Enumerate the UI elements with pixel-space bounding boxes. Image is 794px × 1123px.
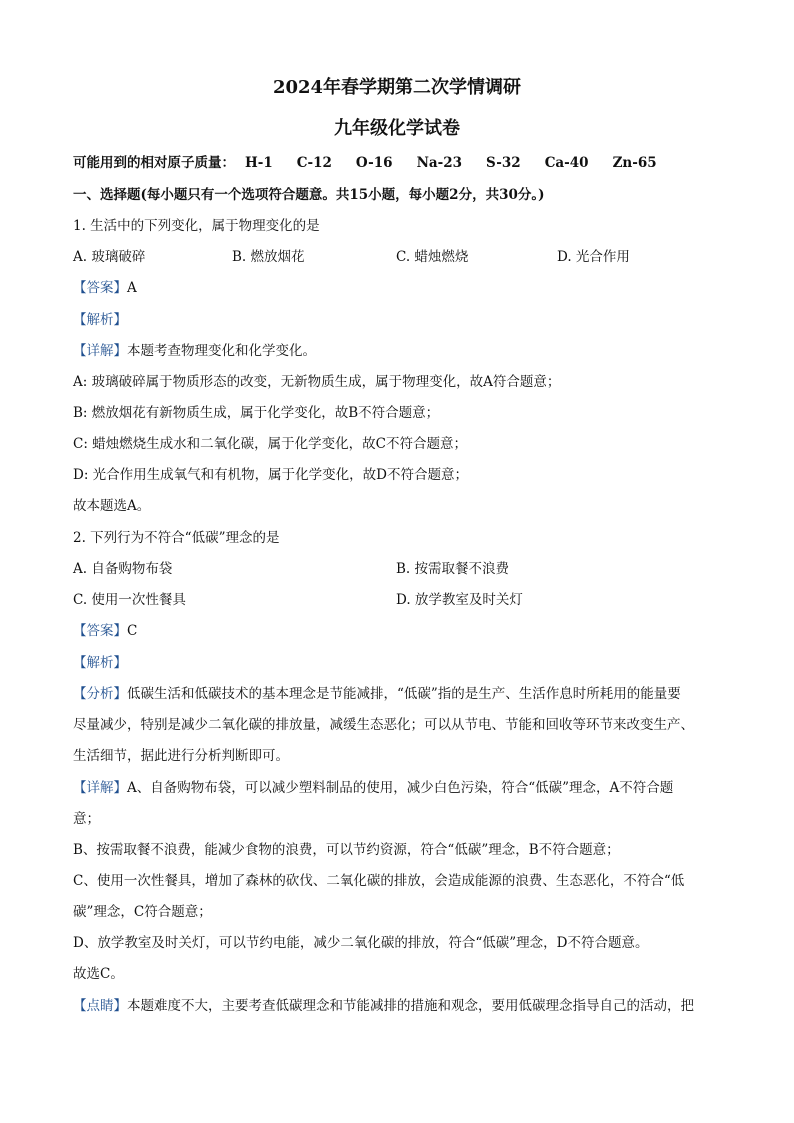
q1-option-b: B. 燃放烟花	[232, 249, 305, 265]
answer-value: A	[127, 280, 137, 296]
fenxi-text: 低碳生活和低碳技术的基本理念是节能减排，“低碳”指的是生产、生活作息时所耗用的能量要	[127, 686, 681, 702]
q2-option-a: A. 自备购物布袋	[73, 561, 173, 577]
q2-option-d: D. 放学教室及时关灯	[396, 592, 523, 608]
q2-detail-line-1	[73, 776, 673, 796]
q1-option-d: D. 光合作用	[557, 249, 630, 265]
question-2-stem: 2. 下列行为不符合“低碳”理念的是	[73, 530, 280, 546]
q1-detail-d: D: 光合作用生成氧气和有机物，属于化学变化，故D不符合题意；	[73, 467, 468, 483]
question-1-stem: 1. 生活中的下列变化，属于物理变化的是	[73, 218, 320, 234]
q1-analysis-tag: 【解析】	[73, 312, 127, 328]
mass-zn: Zn-65	[612, 155, 657, 171]
answer-tag: 【答案】	[73, 280, 127, 296]
q2-fenxi-line-1	[73, 682, 681, 702]
exam-title: 2024年春学期第二次学情调研	[272, 77, 522, 98]
fenxi-tag: 【分析】	[73, 686, 127, 702]
dianjing-text: 本题难度不大，主要考查低碳理念和节能减排的措施和观念，要用低碳理念指导自己的活动，把	[127, 998, 694, 1014]
q2-dianjing	[73, 994, 694, 1014]
q2-conclusion: 故选C。	[73, 966, 124, 982]
q1-detail-b: B: 燃放烟花有新物质生成，属于化学变化，故B不符合题意；	[73, 405, 440, 421]
q2-option-b: B. 按需取餐不浪费	[396, 561, 510, 577]
atomic-masses	[73, 151, 681, 171]
mass-ca: Ca-40	[544, 155, 589, 171]
q2-fenxi-line-2: 尽量减少，特别是减少二氧化碳的排放量，减缓生态恶化；可以从节电、节能和回收等环节来改变生产、	[73, 717, 694, 733]
q1-answer	[73, 276, 137, 296]
detail-tag: 【详解】	[73, 343, 127, 359]
mass-s: S-32	[486, 155, 521, 171]
mass-h: H-1	[245, 155, 273, 171]
q1-option-c: C. 蜡烛燃烧	[396, 249, 469, 265]
q2-detail-line-6: D、放学教室及时关灯，可以节约电能，减少二氧化碳的排放，符合“低碳”理念，D不符合题意。	[73, 935, 649, 951]
q2-detail-line-3: B、按需取餐不浪费，能减少食物的浪费，可以节约资源，符合“低碳”理念，B不符合题意；	[73, 842, 620, 858]
q1-option-a: A. 玻璃破碎	[73, 249, 146, 265]
q1-detail	[73, 339, 316, 359]
atomic-masses-label: 可能用到的相对原子质量：	[73, 155, 235, 171]
dianjing-tag: 【点睛】	[73, 998, 127, 1014]
detail-tag: 【详解】	[73, 780, 127, 796]
q2-option-c: C. 使用一次性餐具	[73, 592, 186, 608]
mass-na: Na-23	[416, 155, 463, 171]
mass-o: O-16	[355, 155, 393, 171]
q1-detail-a: A: 玻璃破碎属于物质形态的改变，无新物质生成，属于物理变化，故A符合题意；	[73, 374, 561, 390]
answer-value: C	[127, 623, 138, 639]
q1-detail-c: C: 蜡烛燃烧生成水和二氧化碳，属于化学变化，故C不符合题意；	[73, 436, 467, 452]
q2-fenxi-line-3: 生活细节，据此进行分析判断即可。	[73, 748, 289, 764]
detail-intro: 本题考查物理变化和化学变化。	[127, 343, 316, 359]
section-heading: 一、选择题(每小题只有一个选项符合题意。共15小题，每小题2分，共30分。)	[73, 187, 545, 203]
q1-conclusion: 故本题选A。	[73, 498, 151, 514]
q2-detail-line-5: 碳”理念，C符合题意；	[73, 904, 212, 920]
detail-text: A、自备购物布袋，可以减少塑料制品的使用，减少白色污染，符合“低碳”理念，A不符合题	[127, 780, 674, 796]
q2-detail-line-2: 意；	[73, 811, 100, 827]
exam-subtitle: 九年级化学试卷	[334, 118, 460, 139]
answer-tag: 【答案】	[73, 623, 127, 639]
q2-detail-line-4: C、使用一次性餐具，增加了森林的砍伐、二氧化碳的排放，会造成能源的浪费、生态恶化，不符合“低	[73, 873, 685, 889]
mass-c: C-12	[296, 155, 332, 171]
q2-analysis-tag: 【解析】	[73, 655, 127, 671]
q2-answer	[73, 619, 137, 639]
